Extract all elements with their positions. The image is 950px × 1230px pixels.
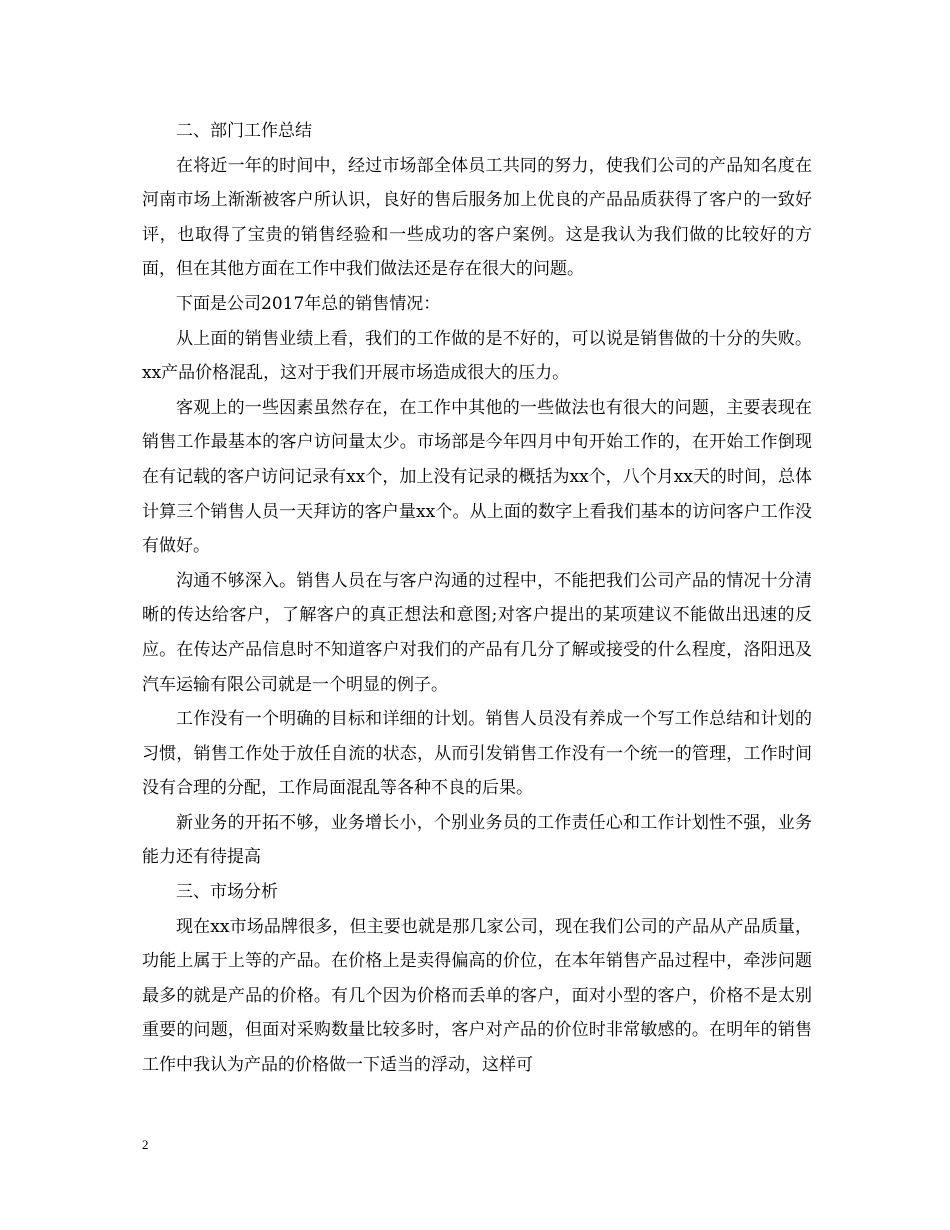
section-heading-department-summary: 二、部门工作总结 <box>176 121 312 141</box>
page-number: 2 <box>142 1137 149 1152</box>
paragraph: 客观上的一些因素虽然存在，在工作中其他的一些做法也有很大的问题，主要表现在销售工作最基本的客户访问量太少。市场部是今年四月中旬开始工作的，在开始工作倒现在有记载的客户访问记录有xx个，加上没有记录的概括为xx个，八个月xx天的时间，总体计算三个销售人员一天拜访的客户量xx个。从上面的数字上看我们基本的访问客户工作没有做好。 <box>142 397 812 557</box>
paragraph: 沟通不够深入。销售人员在与客户沟通的过程中，不能把我们公司产品的情况十分清晰的传达给客户，了解客户的真正想法和意图;对客户提出的某项建议不能做出迅速的反应。在传达产品信息时不知道客户对我们的产品有几分了解或接受的什么程度，洛阳迅及汽车运输有限公司就是一个明显的例子。 <box>142 570 812 695</box>
paragraph: 下面是公司2017年总的销售情况： <box>176 293 441 314</box>
paragraph: 新业务的开拓不够，业务增长小，个别业务员的工作责任心和工作计划性不强，业务能力还有待提高 <box>142 812 812 868</box>
paragraph: 工作没有一个明确的目标和详细的计划。销售人员没有养成一个写工作总结和计划的习惯，销售工作处于放任自流的状态，从而引发销售工作没有一个统一的管理，工作时间没有合理的分配，工作局面混乱等各种不良的后果。 <box>142 709 812 799</box>
section-heading-market-analysis: 三、市场分析 <box>176 882 278 903</box>
paragraph: 在将近一年的时间中，经过市场部全体员工共同的努力，使我们公司的产品知名度在河南市场上渐渐被客户所认识，良好的售后服务加上优良的产品品质获得了客户的一致好评，也取得了宝贵的销售经验和一些成功的客户案例。这是我认为我们做的比较好的方面，但在其他方面在工作中我们做法还是存在很大的问题。 <box>142 155 812 280</box>
paragraph: 现在xx市场品牌很多，但主要也就是那几家公司，现在我们公司的产品从产品质量，功能上属于上等的产品。在价格上是卖得偏高的价位，在本年销售产品过程中，牵涉问题最多的就是产品的价格。有几个因为价格而丢单的客户，面对小型的客户，价格不是太别重要的问题，但面对采购数量比较多时，客户对产品的价位时非常敏感的。在明年的销售工作中我认为产品的价格做一下适当的浮动，这样可 <box>142 916 812 1076</box>
paragraph: 从上面的销售业绩上看，我们的工作做的是不好的，可以说是销售做的十分的失败。xx产品价格混乱，这对于我们开展市场造成很大的压力。 <box>142 328 812 384</box>
document-body <box>142 114 812 1083</box>
